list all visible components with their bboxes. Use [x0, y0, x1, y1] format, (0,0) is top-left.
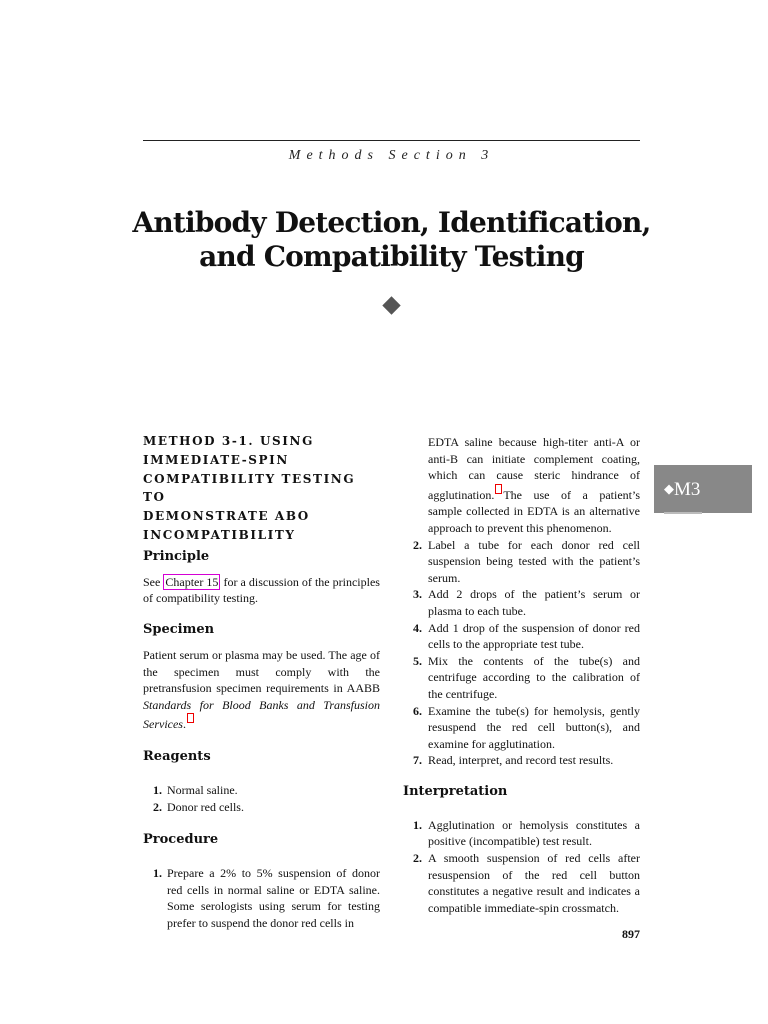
tab-label: M3	[674, 479, 701, 500]
specimen-heading: Specimen	[143, 621, 215, 637]
item-number: 1.	[153, 866, 162, 881]
item-number: 3.	[413, 587, 422, 602]
item-number: 5.	[413, 653, 422, 668]
item-number: 1.	[153, 782, 162, 797]
method-heading-line: DEMONSTRATE ABO	[143, 509, 310, 524]
right-column	[403, 434, 640, 916]
continuation-text: The use of a patient’s sample collected in EDTA is an alternative approach to prevent this phenomenon.	[428, 487, 640, 535]
list-item	[403, 537, 640, 587]
list-item	[403, 850, 640, 916]
list-item	[403, 653, 640, 703]
item-text: Agglutination or hemolysis constitutes a positive (incompatible) test result.	[428, 817, 640, 849]
reagents-list	[143, 782, 380, 815]
section-label: Methods Section 3	[288, 148, 495, 163]
interpretation-list	[403, 817, 640, 917]
list-item	[403, 752, 640, 769]
list-item	[403, 817, 640, 850]
title-line-1: Antibody Detection, Identification,	[132, 206, 651, 239]
reagents-heading: Reagents	[143, 748, 211, 764]
list-item	[403, 703, 640, 753]
continuation-text: EDTA saline because high-titer anti-A or anti-B can initiate complement coating, which can cause steric hindrance of agglutination.	[428, 435, 640, 502]
chapter-link[interactable]: Chapter 15	[165, 574, 219, 589]
principle-text-after: for a discussion of the principles of compatibility testing.	[143, 574, 380, 606]
item-number: 2.	[153, 799, 162, 814]
item-text: Add 2 drops of the patient’s serum or plasma to each tube.	[428, 587, 640, 618]
principle-heading: Principle	[143, 548, 210, 564]
list-item	[403, 586, 640, 619]
item-text: Examine the tube(s) for hemolysis, gently resuspend the red cell button(s), and examine for agglutination.	[428, 703, 640, 751]
page-number: 897	[622, 927, 640, 941]
list-item	[143, 865, 380, 931]
list-item	[143, 782, 380, 799]
procedure-continuation	[403, 434, 640, 537]
item-number: 1.	[413, 817, 422, 832]
standards-title: Standards for Blood Banks and Transfusion Services	[143, 697, 380, 732]
section-tab[interactable]	[654, 465, 752, 513]
method-heading-line: INCOMPATIBILITY	[143, 527, 296, 542]
principle-text	[143, 574, 380, 607]
reference-link[interactable]	[495, 484, 502, 494]
method-heading	[143, 432, 380, 545]
method-heading-line: METHOD 3-1. USING	[143, 434, 314, 448]
specimen-text	[143, 647, 380, 733]
item-text: Normal saline.	[167, 782, 238, 797]
page-title	[120, 206, 663, 274]
item-number: 4.	[413, 620, 422, 635]
list-item	[143, 799, 380, 816]
method-heading-line: IMMEDIATE-SPIN	[143, 452, 289, 467]
header-rule	[143, 140, 640, 141]
item-number: 2.	[413, 851, 422, 866]
title-line-2: and Compatibility Testing	[199, 240, 584, 273]
tab-diamond-icon: ◆	[664, 481, 674, 496]
item-number: 6.	[413, 703, 422, 718]
interpretation-heading: Interpretation	[403, 783, 508, 799]
item-text: Mix the contents of the tube(s) and centrifuge according to the calibration of the centrifuge.	[428, 653, 640, 701]
left-column	[143, 432, 380, 932]
procedure-list-continued	[403, 537, 640, 769]
tab-underline	[664, 512, 702, 514]
item-text: Donor red cells.	[167, 799, 244, 814]
item-text: Add 1 drop of the suspension of donor red cells to the appropriate test tube.	[428, 620, 640, 652]
item-number: 2.	[413, 537, 422, 552]
item-text: Read, interpret, and record test results.	[428, 753, 614, 768]
list-item	[403, 620, 640, 653]
item-text: Label a tube for each donor red cell suspension being tested with the patient’s serum.	[428, 537, 640, 585]
principle-text-before: See	[143, 574, 164, 589]
method-heading-line: COMPATIBILITY TESTING TO	[143, 471, 356, 505]
item-text: A smooth suspension of red cells after resuspension of the red cell button constitutes a negative result and indicates a compatible immediate-spin crossmatch.	[428, 851, 640, 915]
procedure-list	[143, 865, 380, 931]
procedure-heading: Procedure	[143, 832, 219, 848]
specimen-text-end: .	[182, 717, 186, 732]
item-text: Prepare a 2% to 5% suspension of donor red cells in normal saline or EDTA saline. Some serologists using serum for testing prefer to suspend the donor red cells in	[167, 866, 380, 930]
diamond-ornament-icon	[382, 296, 400, 314]
item-number: 7.	[413, 753, 422, 768]
specimen-text-body: Patient serum or plasma may be used. The age of the specimen must comply with the pretransfusion specimen requirements in AABB	[143, 647, 380, 696]
reference-link[interactable]	[187, 713, 194, 723]
